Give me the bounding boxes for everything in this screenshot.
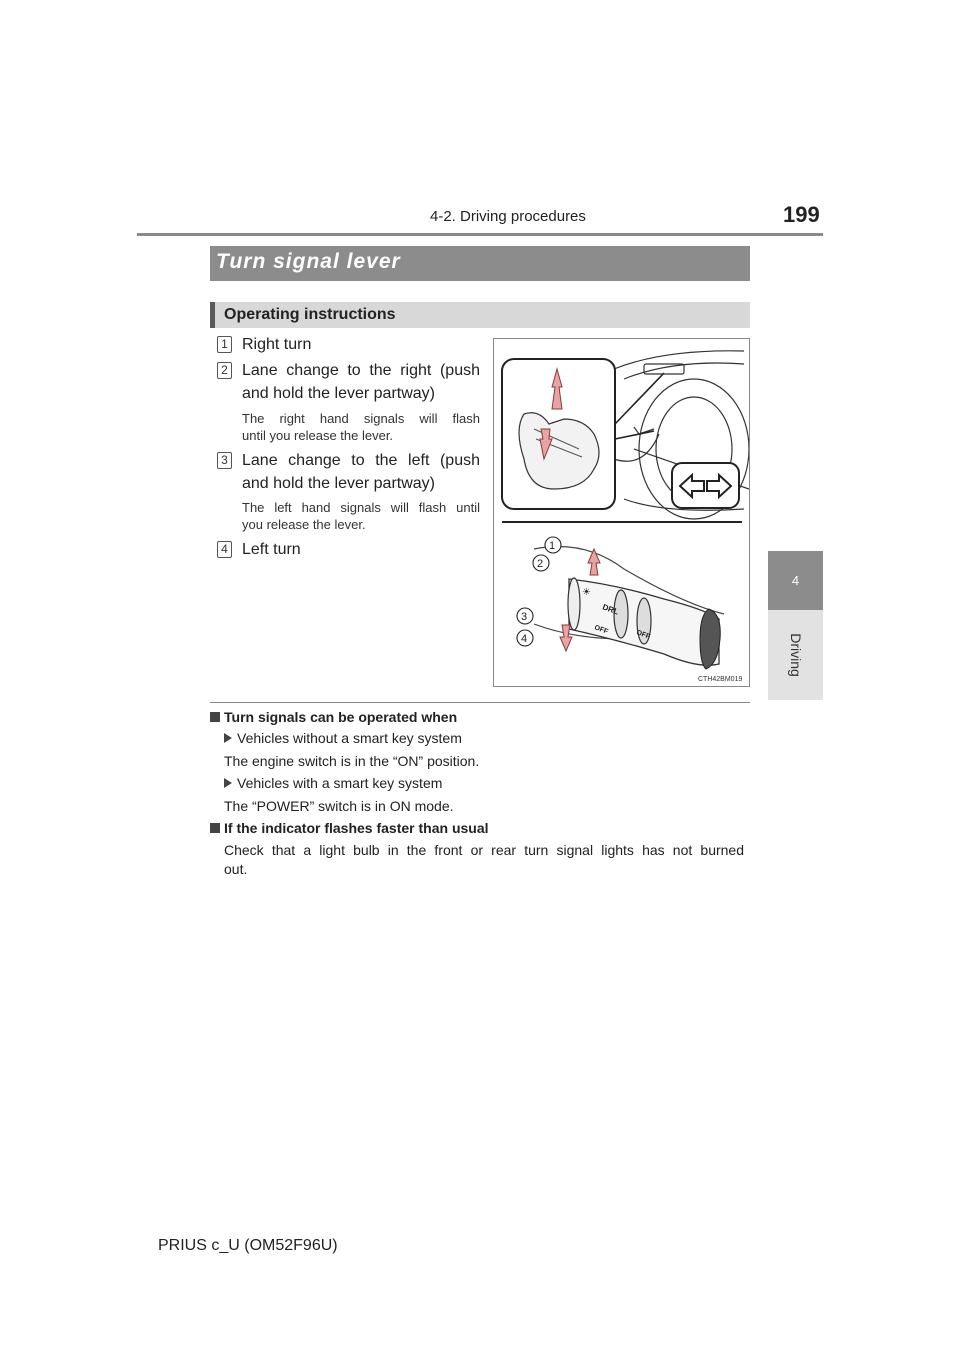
item-4-text: Left turn [242,541,301,558]
item-2-note-line1: The right hand signals will flash [242,411,480,426]
footer-model: PRIUS c_U (OM52F96U) [158,1237,338,1254]
section-header: 4-2. Driving procedures [430,208,586,225]
lever-label-off1: OFF [593,624,609,636]
square-bullet-icon [210,823,220,833]
turn-signal-figure [493,338,750,687]
note-1-heading: Turn signals can be operated when [224,709,458,725]
figure-code: CTH42BM019 [698,676,743,683]
note-2-heading-row [210,820,489,836]
item-3-number: 3 [217,452,232,469]
note-1-line-2: The engine switch is in the “ON” position. [224,753,480,769]
section-end-rule [210,702,750,703]
item-2-number: 2 [217,362,232,379]
callout-3: 3 [521,611,528,623]
triangle-bullet-icon [224,733,232,743]
note-2-body-line1: Check that a light bulb in the front or rear turn signal lights has not burned [224,842,744,858]
section-title: Turn signal lever [216,250,401,273]
note-2-heading: If the indicator flashes faster than usual [224,820,489,836]
header-rule [137,233,823,236]
item-1-number: 1 [217,336,232,353]
note-1-heading-row [210,709,457,725]
note-1-line-3-text: Vehicles with a smart key system [237,775,443,791]
item-4-number: 4 [217,541,232,558]
page-number: 199 [783,202,820,227]
item-2-text-line2: and hold the lever partway) [242,385,435,402]
callout-1: 1 [549,540,556,552]
hand-inset [502,359,615,509]
item-2-note-line2: until you release the lever. [242,428,394,443]
subsection-accent [210,302,215,328]
chapter-tab-label [768,610,823,700]
item-3-note-line1: The left hand signals will flash until [242,500,480,515]
item-2-text-line1: Lane change to the right (push [242,362,480,379]
item-3-note-line2: you release the lever. [242,517,366,532]
lever-drawing [534,547,724,670]
note-2-body-line2: out. [224,861,248,877]
lever-label-off2: OFF [635,629,651,641]
triangle-bullet-icon [224,778,232,788]
chapter-tab-number: 4 [768,551,823,610]
item-1-text: Right turn [242,336,312,353]
note-1-line-1 [224,728,462,748]
callout-2: 2 [537,558,544,570]
subsection-title: Operating instructions [224,306,396,323]
sun-icon: ☀ [582,587,591,598]
callout-4: 4 [521,633,528,645]
item-3-text-line2: and hold the lever partway) [242,475,435,492]
item-3-text-line1: Lane change to the left (push [242,452,480,469]
connector-lines [615,373,664,439]
square-bullet-icon [210,712,220,722]
note-1-line-4: The “POWER” switch is in ON mode. [224,798,454,814]
callouts [517,537,561,646]
note-1-line-1-text: Vehicles without a smart key system [237,730,462,746]
turn-signal-illustration [494,339,749,686]
note-1-line-3 [224,773,442,793]
lever-label-drl: DRL [601,602,620,617]
chapter-tab-label-text: Driving [787,633,804,677]
indicator-arrows-inset [672,463,739,508]
